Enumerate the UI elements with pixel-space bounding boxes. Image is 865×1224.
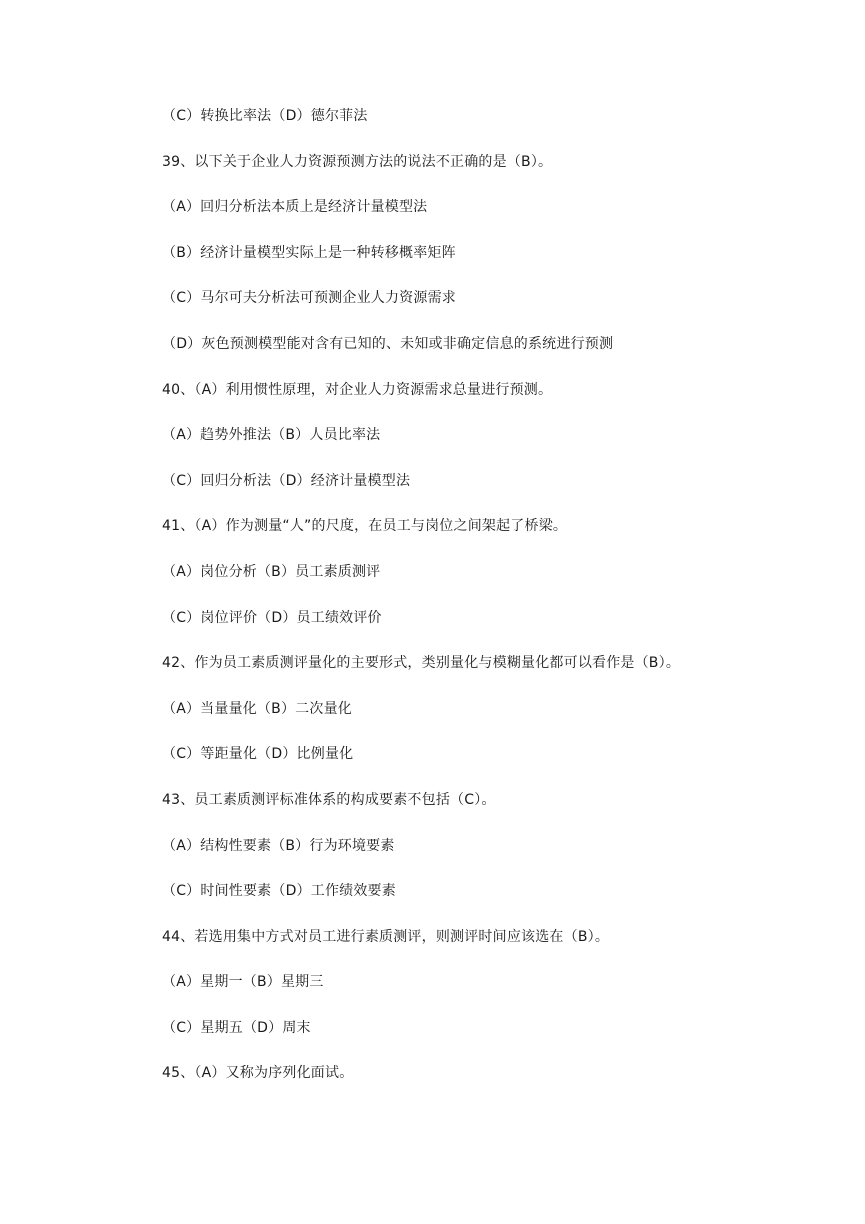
option-line: （A）趋势外推法（B）人员比率法 <box>162 427 381 444</box>
question-40: 40、（A）利用惯性原理，对企业人力资源需求总量进行预测。 <box>162 381 553 398</box>
option-line: （C）时间性要素（D）工作绩效要素 <box>162 883 396 900</box>
question-list <box>162 104 680 1107</box>
question-43: 43、员工素质测评标准体系的构成要素不包括（C）。 <box>162 791 496 808</box>
question-45: 45、（A）又称为序列化面试。 <box>162 1065 354 1082</box>
option-line: （B）经济计量模型实际上是一种转移概率矩阵 <box>162 244 456 261</box>
option-line: （A）岗位分析（B）员工素质测评 <box>162 563 381 580</box>
option-line: （C）岗位评价（D）员工绩效评价 <box>162 609 382 626</box>
question-44: 44、若选用集中方式对员工进行素质测评，则测评时间应该选在（B）。 <box>162 928 610 945</box>
option-line: （C）回归分析法（D）经济计量模型法 <box>162 472 411 489</box>
option-line: （A）结构性要素（B）行为环境要素 <box>162 837 395 854</box>
question-42: 42、作为员工素质测评量化的主要形式，类别量化与模糊量化都可以看作是（B）。 <box>162 655 681 672</box>
option-line: （A）星期一（B）星期三 <box>162 974 324 991</box>
question-39: 39、以下关于企业人力资源预测方法的说法不正确的是（B）。 <box>162 153 553 170</box>
question-41: 41、（A）作为测量“人”的尺度，在员工与岗位之间架起了桥梁。 <box>162 518 568 535</box>
option-line: （C）转换比率法（D）德尔菲法 <box>162 108 368 124</box>
option-line: （D）灰色预测模型能对含有已知的、未知或非确定信息的系统进行预测 <box>162 335 614 352</box>
option-line: （C）等距量化（D）比例量化 <box>162 746 354 763</box>
option-line: （A）回归分析法本质上是经济计量模型法 <box>162 199 428 216</box>
option-line: （A）当量量化（B）二次量化 <box>162 700 352 717</box>
option-line: （C）星期五（D）周末 <box>162 1019 311 1036</box>
option-line: （C）马尔可夫分析法可预测企业人力资源需求 <box>162 290 456 307</box>
